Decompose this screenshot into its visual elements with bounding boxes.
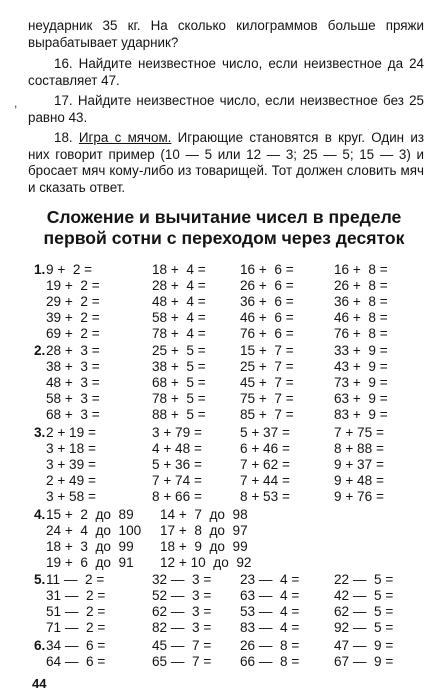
exercise-item: 18 + 9 до 99: [160, 539, 248, 554]
exercise-number: 2.: [34, 343, 46, 358]
exercise-item: 3 + 39 =: [46, 457, 96, 472]
exercise-item: 4 + 48 =: [152, 441, 202, 456]
exercise-item: 45 + 7 =: [240, 375, 294, 390]
exercise-item: 2 + 49 =: [46, 473, 96, 488]
exercise-item: 28 + 3 =: [46, 343, 100, 358]
paragraph-text: 16. Найдите неизвестное число, если неизвестное да 24 составляет 47.: [28, 56, 424, 88]
exercise-item: 45 — 7 =: [152, 638, 212, 653]
heading-line-2: первой сотни с переходом через десяток: [43, 228, 405, 248]
exercise-item: 38 + 3 =: [46, 359, 100, 374]
exercise-item: 73 + 9 =: [334, 375, 388, 390]
exercise-item: 16 + 8 =: [334, 262, 388, 277]
exercise-item: 36 + 8 =: [334, 294, 388, 309]
problem-18: [28, 130, 424, 196]
exercise-item: 17 + 8 до 97: [160, 523, 248, 538]
exercise-item: 26 + 6 =: [240, 278, 294, 293]
exercise-item: 85 + 7 =: [240, 407, 294, 422]
exercise-item: 8 + 88 =: [334, 441, 384, 456]
exercise-item: 6 + 46 =: [240, 441, 290, 456]
exercise-item: 14 + 7 до 98: [160, 507, 248, 522]
exercise-item: 33 + 9 =: [334, 343, 388, 358]
exercise-number: 6.: [34, 638, 46, 653]
exercise-item: 83 + 9 =: [334, 407, 388, 422]
exercise-number: 1.: [34, 262, 46, 277]
exercise-item: 76 + 8 =: [334, 326, 388, 341]
exercise-item: 48 + 3 =: [46, 375, 100, 390]
exercise-item: 28 + 4 =: [152, 278, 206, 293]
exercise-item: 26 + 8 =: [334, 278, 388, 293]
problem-16: [28, 56, 424, 89]
exercise-item: 68 + 5 =: [152, 375, 206, 390]
game-title: Игра с мячом.: [78, 130, 172, 145]
exercise-item: 18 + 4 =: [152, 262, 206, 277]
exercise-item: 7 + 62 =: [240, 457, 290, 472]
heading-line-1: Сложение и вычитание чисел в пределе: [46, 207, 402, 227]
exercise-item: 48 + 4 =: [152, 294, 206, 309]
exercise-item: 15 + 2 до 89: [46, 507, 134, 522]
exercise-item: 7 + 74 =: [152, 473, 202, 488]
exercise-item: 25 + 7 =: [240, 359, 294, 374]
paragraph-continuation: [28, 18, 424, 51]
exercise-item: 68 + 3 =: [46, 407, 100, 422]
exercise-item: 58 + 4 =: [152, 310, 206, 325]
exercise-item: 2 + 19 =: [46, 425, 96, 440]
exercise-item: 9 + 76 =: [334, 489, 384, 504]
page-number: 44: [32, 676, 47, 691]
exercise-item: 7 + 44 =: [240, 473, 290, 488]
exercise-item: 83 — 4 =: [240, 620, 300, 635]
exercise-item: 82 — 3 =: [152, 620, 212, 635]
exercise-item: 3 + 58 =: [46, 489, 96, 504]
exercise-item: 39 + 2 =: [46, 310, 100, 325]
exercise-item: 62 — 5 =: [334, 604, 394, 619]
exercise-item: 78 + 5 =: [152, 391, 206, 406]
exercise-item: 25 + 5 =: [152, 343, 206, 358]
exercise-number: 3.: [34, 425, 46, 440]
exercise-item: 26 — 8 =: [240, 638, 300, 653]
exercise-item: 66 — 8 =: [240, 654, 300, 669]
exercise-item: 5 + 36 =: [152, 457, 202, 472]
exercise-item: 47 — 9 =: [334, 638, 394, 653]
exercise-item: 58 + 3 =: [46, 391, 100, 406]
exercise-item: 65 — 7 =: [152, 654, 212, 669]
exercise-item: 9 + 48 =: [334, 473, 384, 488]
exercise-item: 46 + 6 =: [240, 310, 294, 325]
exercise-item: 34 — 6 =: [46, 638, 106, 653]
section-heading: [22, 207, 426, 249]
exercise-number: 5.: [34, 572, 46, 587]
exercise-item: 38 + 5 =: [152, 359, 206, 374]
exercise-item: 71 — 2 =: [46, 620, 106, 635]
exercise-item: 7 + 75 =: [334, 425, 384, 440]
exercise-item: 5 + 37 =: [240, 425, 290, 440]
exercise-item: 62 — 3 =: [152, 604, 212, 619]
exercise-item: 69 + 2 =: [46, 326, 100, 341]
exercise-item: 63 + 9 =: [334, 391, 388, 406]
exercise-item: 23 — 4 =: [240, 572, 300, 587]
exercise-item: 8 + 66 =: [152, 489, 202, 504]
paragraph-lead: 18.: [54, 130, 79, 145]
problem-17: [28, 93, 424, 126]
exercise-item: 75 + 7 =: [240, 391, 294, 406]
exercise-item: 24 + 4 до 100: [46, 523, 142, 538]
exercise-item: 67 — 9 =: [334, 654, 394, 669]
exercise-item: 88 + 5 =: [152, 407, 206, 422]
exercise-item: 12 + 10 до 92: [160, 555, 252, 570]
exercise-item: 32 — 3 =: [152, 572, 212, 587]
exercise-item: 19 + 2 =: [46, 278, 100, 293]
exercise-item: 11 — 2 =: [46, 572, 105, 587]
paragraph-text: неударник 35 кг. На сколько килограммов больше пряжи вырабатывает ударник?: [28, 18, 424, 50]
exercise-item: 42 — 5 =: [334, 588, 394, 603]
exercise-item: 78 + 4 =: [152, 326, 206, 341]
exercise-item: 46 + 8 =: [334, 310, 388, 325]
print-speck: ,: [14, 96, 18, 110]
exercise-item: 3 + 18 =: [46, 441, 96, 456]
exercise-item: 92 — 5 =: [334, 620, 394, 635]
exercise-item: 22 — 5 =: [334, 572, 394, 587]
exercise-item: 29 + 2 =: [46, 294, 100, 309]
exercise-item: 51 — 2 =: [46, 604, 106, 619]
exercise-item: 8 + 53 =: [240, 489, 290, 504]
exercise-item: 64 — 6 =: [46, 654, 106, 669]
exercise-item: 52 — 3 =: [152, 588, 212, 603]
exercise-item: 53 — 4 =: [240, 604, 300, 619]
exercise-item: 18 + 3 до 99: [46, 539, 134, 554]
paragraph-text: 17. Найдите неизвестное число, если неизвестное без 25 равно 43.: [28, 93, 424, 125]
paragraph-text: Играющие становятся в круг. Один из них говорит пример (10 — 5 или 12 — 3; 25 — 5; 15 — 3) и бросает мяч кому-либо из товарищей. Тот должен словить мяч и сказать ответ.: [28, 130, 424, 195]
exercise-item: 15 + 7 =: [240, 343, 294, 358]
exercise-number: 4.: [34, 507, 46, 522]
exercise-item: 43 + 9 =: [334, 359, 388, 374]
exercise-item: 16 + 6 =: [240, 262, 294, 277]
exercise-item: 63 — 4 =: [240, 588, 300, 603]
exercise-item: 9 + 2 =: [46, 262, 93, 277]
exercise-item: 36 + 6 =: [240, 294, 294, 309]
exercise-item: 19 + 6 до 91: [46, 555, 134, 570]
exercise-item: 9 + 37 =: [334, 457, 384, 472]
exercise-item: 3 + 79 =: [152, 425, 202, 440]
exercise-item: 31 — 2 =: [46, 588, 106, 603]
exercise-item: 76 + 6 =: [240, 326, 294, 341]
